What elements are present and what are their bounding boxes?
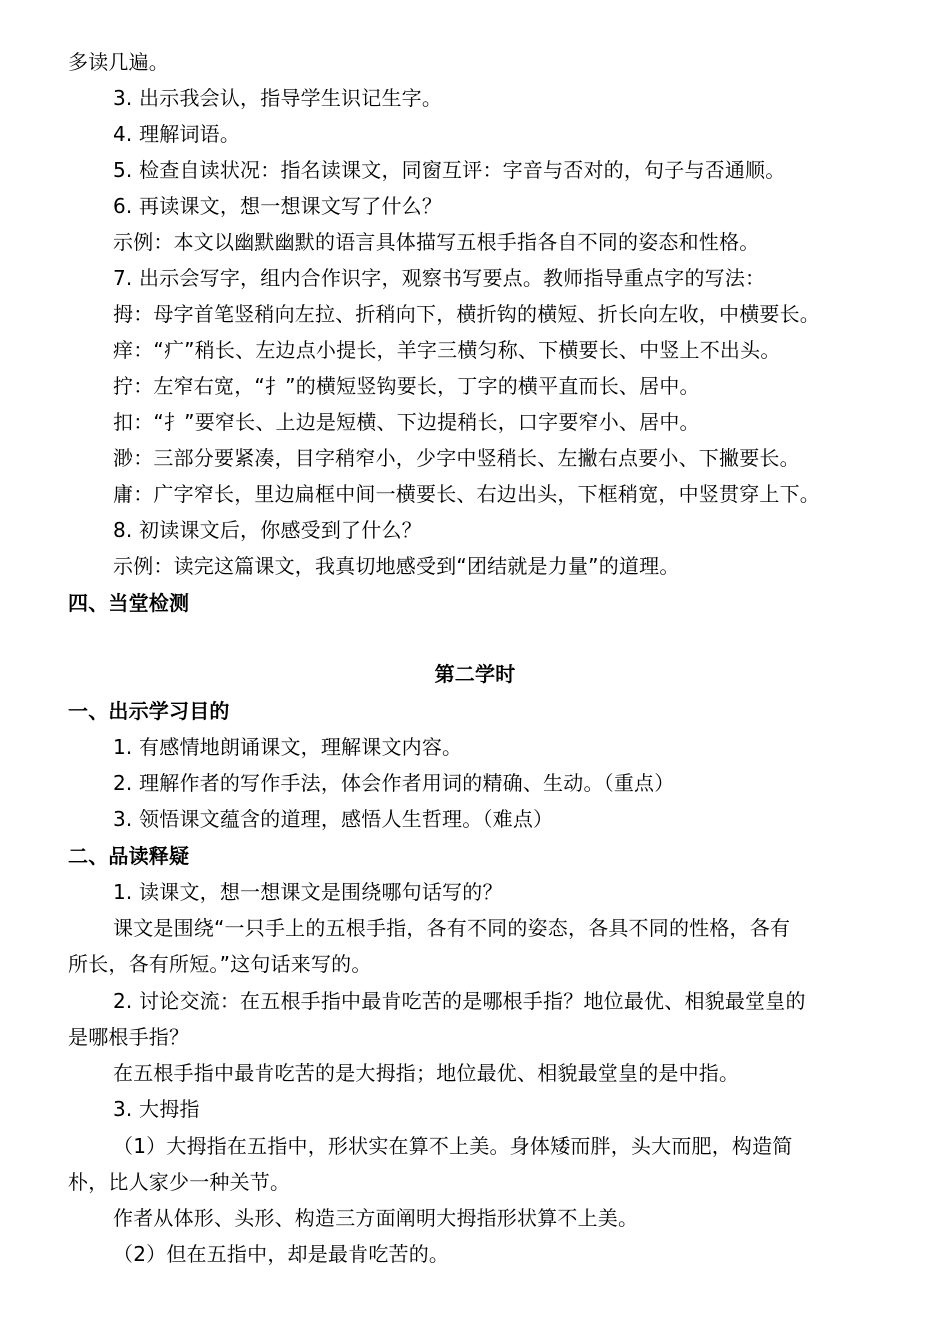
text-line: 7. 出示会写字，组内合作识字，观察书写要点。教师指导重点字的写法： xyxy=(113,266,766,290)
text-line: 朴，比人家少一种关节。 xyxy=(68,1170,291,1194)
text-line: 作者从体形、头形、构造三方面阐明大拇指形状算不上美。 xyxy=(113,1206,639,1230)
text-line: 拇：母字首笔竖稍向左拉、折稍向下，横折钩的横短、折长向左收，中横要长。 xyxy=(113,302,820,326)
text-line: 拧：左窄右宽，“扌”的横短竖钩要长，丁字的横平直而长、居中。 xyxy=(113,374,700,398)
text-line: 所长，各有所短。”这句话来写的。 xyxy=(68,952,372,976)
text-line: 6. 再读课文，想一想课文写了什么？ xyxy=(113,194,443,218)
text-line: 课文是围绕“一只手上的五根手指，各有不同的姿态，各具不同的性格，各有 xyxy=(113,916,791,940)
text-line: 3. 出示我会认，指导学生识记生字。 xyxy=(113,86,443,110)
text-line: 多读几遍。 xyxy=(68,50,169,74)
text-line: 3. 大拇指 xyxy=(113,1097,200,1121)
text-line: 痒：“疒”稍长、左边点小提长，羊字三横匀称、下横要长、中竖上不出头。 xyxy=(113,338,781,362)
text-line: 2. 理解作者的写作手法，体会作者用词的精确、生动。（重点） xyxy=(113,771,675,795)
text-line: 扣：“扌”要窄长、上边是短横、下边提稍长，口字要窄小、居中。 xyxy=(113,410,700,434)
text-line: 1. 有感情地朗诵课文，理解课文内容。 xyxy=(113,735,463,759)
text-line: 庸：广字窄长，里边扁框中间一横要长、右边出头，下框稍宽，中竖贯穿上下。 xyxy=(113,482,820,506)
text-line: 1. 读课文，想一想课文是围绕哪句话写的？ xyxy=(113,880,503,904)
text-line: 4. 理解词语。 xyxy=(113,122,241,146)
text-line: 8. 初读课文后，你感受到了什么？ xyxy=(113,518,422,542)
text-line: 示例：本文以幽默幽默的语言具体描写五根手指各自不同的姿态和性格。 xyxy=(113,230,760,254)
section-heading: 四、当堂检测 xyxy=(68,591,190,615)
text-line: 是哪根手指？ xyxy=(68,1025,190,1049)
text-line: 3. 领悟课文蕴含的道理，感悟人生哲理。（难点） xyxy=(113,807,554,831)
text-line: （2）但在五指中，却是最肯吃苦的。 xyxy=(113,1242,450,1266)
text-line: 2. 讨论交流：在五根手指中最肯吃苦的是哪根手指？地位最优、相貌最堂皇的 xyxy=(113,989,806,1013)
section-heading: 一、出示学习目的 xyxy=(68,699,230,723)
page-title: 第二学时 xyxy=(434,662,516,686)
text-line: 在五根手指中最肯吃苦的是大拇指；地位最优、相貌最堂皇的是中指。 xyxy=(113,1061,740,1085)
text-line: 示例：读完这篇课文，我真切地感受到“团结就是力量”的道理。 xyxy=(113,554,680,578)
text-line: 渺：三部分要紧凑，目字稍窄小，少字中竖稍长、左撇右点要小、下撇要长。 xyxy=(113,446,800,470)
text-line: 5. 检查自读状况：指名读课文，同窗互评：字音与否对的，句子与否通顺。 xyxy=(113,158,786,182)
section-heading: 二、品读释疑 xyxy=(68,844,190,868)
text-line: （1）大拇指在五指中，形状实在算不上美。身体矮而胖，头大而肥，构造简 xyxy=(113,1134,793,1158)
